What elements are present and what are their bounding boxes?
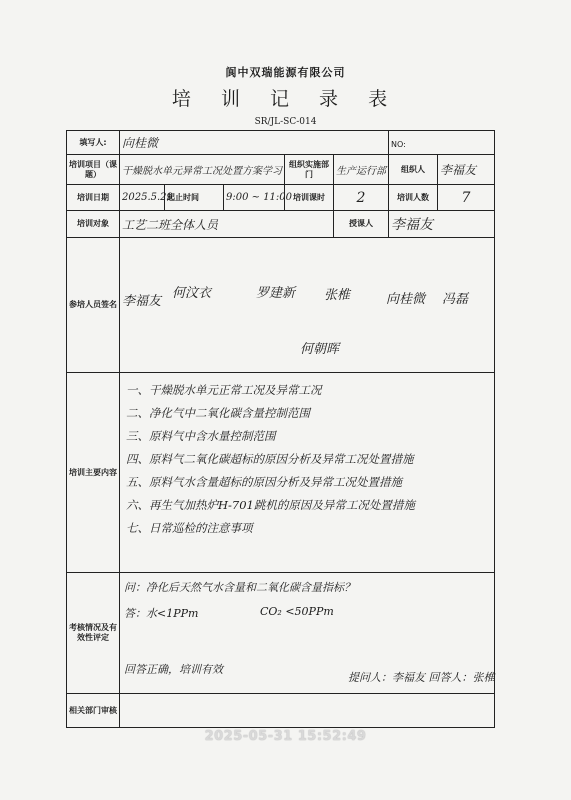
- content-item: 七、日常巡检的注意事项: [126, 521, 253, 535]
- row-evaluation: [67, 573, 495, 694]
- exam-answer-co2: CO₂ <50PPm: [260, 605, 334, 618]
- form-code: SR/JL-SC-014: [254, 117, 317, 127]
- row-project: [67, 155, 495, 185]
- attendees-label: 参培人员签名: [67, 238, 120, 373]
- organizer-value[interactable]: 李福友: [438, 155, 495, 185]
- exam-result: 回答正确，培训有效: [124, 663, 223, 676]
- review-label: 相关部门审核: [67, 694, 120, 728]
- date-value[interactable]: 2025.5.29: [120, 185, 165, 211]
- date-label: 培训日期: [67, 185, 120, 211]
- lecturer-label: 授课人: [334, 211, 389, 238]
- no-field[interactable]: NO:: [389, 131, 495, 155]
- training-record-table: [66, 130, 495, 728]
- signature-4: 张椎: [324, 288, 351, 303]
- count-label: 培训人数: [389, 185, 438, 211]
- org-dept-label: 组织实施部门: [285, 155, 334, 185]
- signature-5: 向桂微: [386, 292, 426, 307]
- content-item: 五、原料气水含量超标的原因分析及异常工况处置措施: [126, 475, 402, 489]
- photo-timestamp: 2025-05-31 15:52:49: [204, 729, 367, 744]
- row-content: [67, 373, 495, 573]
- count-value[interactable]: 7: [438, 185, 495, 211]
- evaluation-cell: [120, 573, 495, 694]
- content-item: 二、净化气中二氧化碳含量控制范围: [126, 406, 310, 420]
- company-name: 阆中双瑞能源有限公司: [225, 66, 346, 79]
- form-title: 培 训 记 录 表: [171, 88, 400, 110]
- organizer-label: 组织人: [389, 155, 438, 185]
- target-label: 培训对象: [67, 211, 120, 238]
- review-value[interactable]: [120, 694, 495, 728]
- content-item: 一、干燥脱水单元正常工况及异常工况: [126, 383, 322, 397]
- project-label: 培训项目（课题）: [67, 155, 120, 185]
- row-attendees: [67, 238, 495, 373]
- signature-1: 李福友: [122, 294, 162, 309]
- row-review: [67, 694, 495, 728]
- exam-question: 问：净化后天然气水含量和二氧化碳含量指标？: [124, 581, 355, 594]
- time-value[interactable]: 9:00 ~ 11:00: [224, 185, 285, 211]
- signature-6: 冯磊: [442, 292, 469, 307]
- target-value[interactable]: 工艺二班全体人员: [120, 211, 334, 238]
- exam-signoff: 提问人：李福友 回答人：张椎: [348, 671, 495, 684]
- row-target: [67, 211, 495, 238]
- content-list-cell: [120, 373, 495, 573]
- row-filler: [67, 131, 495, 155]
- filler-label: 填写人:: [67, 131, 120, 155]
- project-value[interactable]: 干燥脱水单元异常工况处置方案学习: [120, 155, 285, 185]
- row-date: [67, 185, 495, 211]
- filler-value[interactable]: 向桂微: [120, 131, 389, 155]
- evaluation-label: 考核情况及有效性评定: [67, 573, 120, 694]
- hours-label: 培训课时: [285, 185, 334, 211]
- content-item: 三、原料气中含水量控制范围: [126, 429, 276, 443]
- org-dept-value[interactable]: 生产运行部: [334, 155, 389, 185]
- content-list: [122, 373, 492, 540]
- lecturer-value[interactable]: 李福友: [389, 211, 495, 238]
- hours-value[interactable]: 2: [334, 185, 389, 211]
- content-label: 培训主要内容: [67, 373, 120, 573]
- attendees-signatures: [120, 238, 495, 373]
- signature-2: 何汶衣: [172, 286, 212, 301]
- content-item: 六、再生气加热炉H-701跳机的原因及异常工况处置措施: [126, 498, 415, 512]
- time-cell[interactable]: 起止时间: [165, 185, 224, 211]
- signature-7: 何朝晖: [300, 342, 340, 357]
- content-item: 四、原料气二氧化碳超标的原因分析及异常工况处置措施: [126, 452, 414, 466]
- signature-3: 罗建新: [256, 286, 296, 301]
- exam-answer-water: 答：水<1PPm: [124, 607, 199, 620]
